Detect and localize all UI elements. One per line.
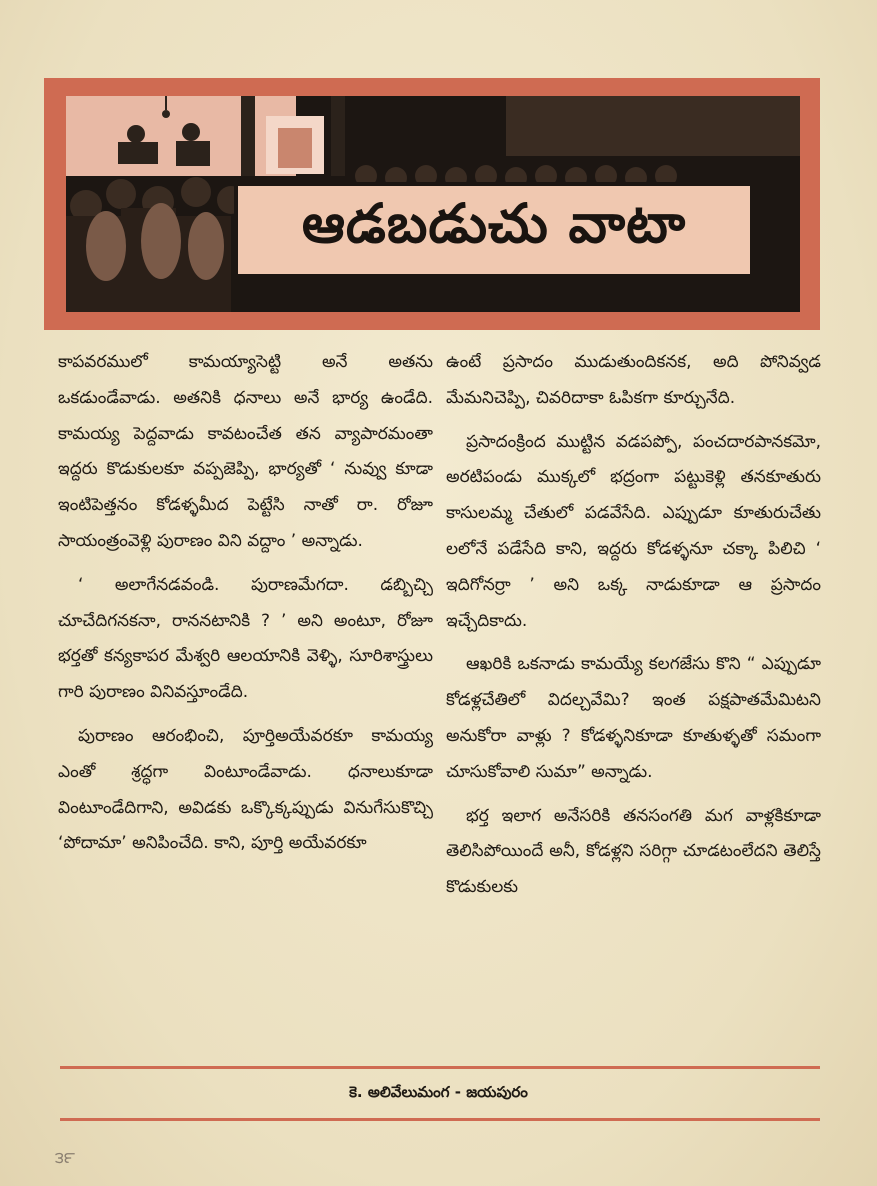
- left-column: [58, 345, 433, 870]
- paragraph: ఉంటే ప్రసాదం ముడుతుందికనక, అది పోనివ్వడ మేమనిచెప్పి, చివరిదాకా ఓపికగా కూర్చునేది.: [446, 352, 821, 408]
- title-box: [234, 182, 754, 278]
- paragraph: కాపవరములో కామయ్యాసెట్టి అనే అతను ఒకడుండేవాడు. అతనికి ధనాలు అనే భార్య ఉండేది. కామయ్య పెద్దవాడు కావటంచేత తన వ్యాపారమంతా ఇద్దరు కొడుకులకూ వప్పజెప్పి, భార్యతో ‘ నువ్వు కూడా ఇంటిపెత్తనం కోడళ్ళమీద పెట్టేసి నాతో రా. రోజూ సాయంత్రంవెళ్లి పురాణం విని వద్దాం ’ అన్నాడు.: [58, 352, 433, 551]
- author-credit: కె. అలివేలుమంగ - జయపురం: [349, 1083, 528, 1101]
- paragraph: భర్త ఇలాగ అనేసరికి తనసంగతి మగ వాళ్లకికూడా తెలిసిపోయిందే అనీ, కోడళ్లని సరిగ్గా చూడటంలేదని తెలిస్తే కొడుకులకు: [446, 805, 821, 898]
- paragraph: ఆఖరికి ఒకనాడు కామయ్యే కలగజేసు కొని “ ఎప్పుడూ కోడళ్లచేతిలో విదల్చవేమి? ఇంత పక్షపాతమేమిటని అనుకోరా వాళ్లు ? కోడళ్ళనికూడా కూతుళ్ళతో సమంగా చూసుకోవాలి సుమా” అన్నాడు.: [446, 654, 821, 782]
- paragraph: పురాణం ఆరంభించి, పూర్తిఅయేవరకూ కామయ్య ఎంతో శ్రద్ధగా వింటూండేవాడు. ధనాలుకూడా వింటూండేదిగాని, అవిడకు ఒక్కొక్కప్పుడు వినుగేసుకొచ్చి ‘పోదామా’ అనిపించేది. కాని, పూర్తి అయేవరకూ: [58, 725, 433, 854]
- header-banner: [44, 78, 820, 330]
- paragraph: ప్రసాదంక్రింద ముట్టిన వడపప్పో, పంచదారపానకమో, అరటిపండు ముక్కలో భద్రంగా పట్టుకెళ్లి తనకూతురు కాసులమ్మ చేతులో పడవేసేది. ఎప్పుడూ కూతురుచేతు లలోనే పడేసేది కాని, ఇద్దరు కోడళ్ళనూ చక్కా పిలిచి ‘ ఇదిగోనర్రా ’ అని ఒక్క నాడుకూడా ఆ ప్రసాదం ఇచ్చేదికాదు.: [446, 431, 821, 631]
- footer-rule-top: [60, 1066, 820, 1069]
- footer-rule-bottom: [60, 1118, 820, 1121]
- page-number: ౩౯: [55, 1148, 75, 1167]
- paragraph: ‘ అలాగేనడవండి. పురాణమేగదా. డబ్బిచ్చి చూచేదిగనకనా, రాననటానికి ? ’ అని అంటూ, రోజూ భర్తతో కన్యకాపర మేశ్వరి ఆలయానికి వెళ్ళి, సూరిశాస్త్రులు గారి పురాణం వినివస్తూండేది.: [58, 574, 433, 703]
- right-column: [446, 345, 821, 914]
- page-title: ఆడబడుచు వాటా: [301, 191, 687, 255]
